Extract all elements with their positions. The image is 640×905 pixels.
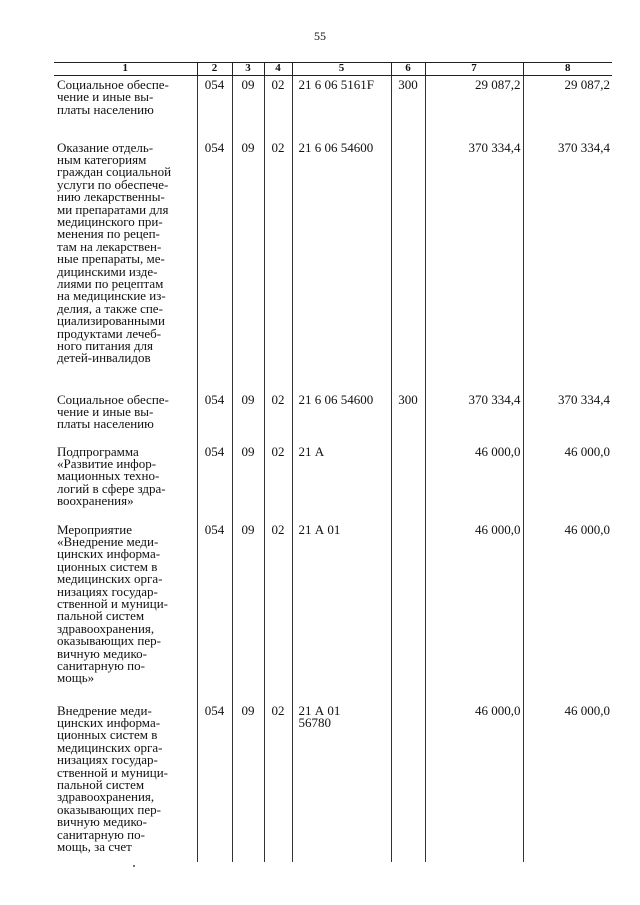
description-line: Мероприятие	[57, 521, 132, 537]
row-description	[54, 139, 197, 391]
column-header-7: 7	[425, 63, 523, 76]
description-line: лиями по рецептам	[57, 275, 164, 291]
ministry-code: 054	[197, 521, 232, 702]
description-line: Внедрение меди-	[57, 702, 152, 718]
target-article-code: 21 А	[292, 443, 391, 521]
section-code: 09	[232, 139, 264, 391]
description-line: санитарную по-	[57, 657, 145, 673]
description-line: санитарную по-	[57, 826, 145, 842]
row-description	[54, 443, 197, 521]
amount-column-7: 370 334,4	[425, 391, 523, 443]
amount-column-8: 46 000,0	[523, 702, 612, 862]
description-line: платы населению	[57, 416, 154, 432]
expense-kind-code: 300	[391, 76, 425, 139]
description-line: платы населению	[57, 101, 154, 117]
description-line: низациях государ-	[57, 583, 158, 599]
description-line: на медицинские из-	[57, 288, 166, 304]
amount-column-8: 29 087,2	[523, 76, 612, 139]
description-line: воохранения»	[57, 493, 134, 509]
description-line: здравоохранения,	[57, 789, 155, 805]
amount-column-7: 46 000,0	[425, 521, 523, 702]
description-line: чение и иные вы-	[57, 89, 154, 105]
table-row	[54, 76, 612, 139]
description-line: менения по рецеп-	[57, 226, 160, 242]
column-header-8: 8	[523, 63, 612, 76]
description-line: граждан социальной	[57, 164, 172, 180]
amount-column-7: 370 334,4	[425, 139, 523, 391]
expense-kind-code	[391, 702, 425, 862]
amount-column-8: 370 334,4	[523, 391, 612, 443]
expense-kind-code: 300	[391, 391, 425, 443]
description-line: дицинскими изде-	[57, 263, 158, 279]
description-line: оказывающих пер-	[57, 801, 161, 817]
description-line: ные препараты, ме-	[57, 251, 165, 267]
description-line: Социальное обеспе-	[57, 77, 169, 92]
column-header-5: 5	[292, 63, 391, 76]
subsection-code: 02	[264, 702, 292, 862]
description-line: «Внедрение меди-	[57, 533, 159, 549]
description-line: вичную медико-	[57, 814, 147, 830]
description-line: ного питания для	[57, 338, 153, 353]
description-line: вичную медико-	[57, 645, 147, 661]
ministry-code: 054	[197, 139, 232, 391]
description-line: здравоохранения,	[57, 620, 155, 636]
subsection-code: 02	[264, 391, 292, 443]
target-article-code: 21 6 06 54600	[292, 391, 391, 443]
section-code: 09	[232, 702, 264, 862]
table-row	[54, 702, 612, 862]
target-article-code: 21 А 01	[292, 521, 391, 702]
description-line: мощь, за счет	[57, 838, 132, 854]
column-header-6: 6	[391, 63, 425, 76]
expense-kind-code	[391, 139, 425, 391]
subsection-code: 02	[264, 443, 292, 521]
description-line: медицинского при-	[57, 213, 163, 229]
amount-column-8: 46 000,0	[523, 443, 612, 521]
description-line: циализированными	[57, 313, 165, 329]
description-line: медицинских орга-	[57, 571, 163, 587]
description-line: Подпрограмма	[57, 443, 139, 459]
subsection-code: 02	[264, 139, 292, 391]
budget-table	[54, 62, 612, 862]
description-line: Оказание отдель-	[57, 139, 154, 155]
ministry-code: 054	[197, 76, 232, 139]
description-line: логий в сфере здра-	[57, 480, 166, 496]
ministry-code: 054	[197, 443, 232, 521]
amount-column-8: 46 000,0	[523, 521, 612, 702]
description-line: цинских информа-	[57, 714, 161, 730]
description-line: ным категориям	[57, 151, 147, 167]
description-line: нию лекарственны-	[57, 189, 165, 205]
row-description	[54, 702, 197, 862]
target-code-line: 21 А 01	[298, 702, 341, 718]
column-number-header-row	[54, 63, 612, 76]
description-line: детей-инвалидов	[57, 350, 151, 366]
description-line: продуктами лечеб-	[57, 325, 162, 341]
page-number: 55	[314, 29, 326, 43]
amount-column-7: 29 087,2	[425, 76, 523, 139]
description-line: мационных техно-	[57, 468, 160, 484]
description-line: услуги по обеспече-	[57, 176, 169, 192]
target-article-code: 21 6 06 5161F	[292, 76, 391, 139]
row-description	[54, 391, 197, 443]
column-header-4: 4	[264, 63, 292, 76]
subsection-code: 02	[264, 521, 292, 702]
description-line: «Развитие инфор-	[57, 455, 157, 471]
table-row	[54, 391, 612, 443]
description-line: медицинских орга-	[57, 739, 163, 755]
table-row	[54, 443, 612, 521]
description-line: ционных систем в	[57, 727, 158, 743]
ministry-code: 054	[197, 702, 232, 862]
description-line: низациях государ-	[57, 752, 158, 768]
column-header-2: 2	[197, 63, 232, 76]
target-article-code: 21 6 06 54600	[292, 139, 391, 391]
target-code-line: 56780	[298, 714, 331, 730]
amount-column-8: 370 334,4	[523, 139, 612, 391]
column-header-1: 1	[54, 63, 197, 76]
description-line: мощь»	[57, 670, 95, 686]
ministry-code: 054	[197, 391, 232, 443]
description-line: Социальное обеспе-	[57, 391, 169, 407]
description-line: пальной систем	[57, 608, 145, 624]
section-code: 09	[232, 391, 264, 443]
section-code: 09	[232, 521, 264, 702]
description-line: ми препаратами для	[57, 201, 169, 217]
row-description	[54, 521, 197, 702]
target-article-code	[292, 702, 391, 862]
row-description	[54, 76, 197, 139]
expense-kind-code	[391, 443, 425, 521]
description-line: чение и иные вы-	[57, 403, 154, 419]
column-header-3: 3	[232, 63, 264, 76]
table-row	[54, 139, 612, 391]
description-line: цинских информа-	[57, 546, 161, 562]
stray-dot-mark	[133, 865, 135, 867]
section-code: 09	[232, 443, 264, 521]
description-line: ственной и муници-	[57, 764, 168, 780]
amount-column-7: 46 000,0	[425, 702, 523, 862]
description-line: там на лекарствен-	[57, 238, 162, 254]
description-line: ственной и муници-	[57, 595, 168, 611]
description-line: ционных систем в	[57, 558, 158, 574]
description-line: пальной систем	[57, 776, 145, 792]
section-code: 09	[232, 76, 264, 139]
subsection-code: 02	[264, 76, 292, 139]
expense-kind-code	[391, 521, 425, 702]
description-line: делия, а также спе-	[57, 300, 163, 316]
amount-column-7: 46 000,0	[425, 443, 523, 521]
description-line: оказывающих пер-	[57, 633, 161, 649]
table-row	[54, 521, 612, 702]
